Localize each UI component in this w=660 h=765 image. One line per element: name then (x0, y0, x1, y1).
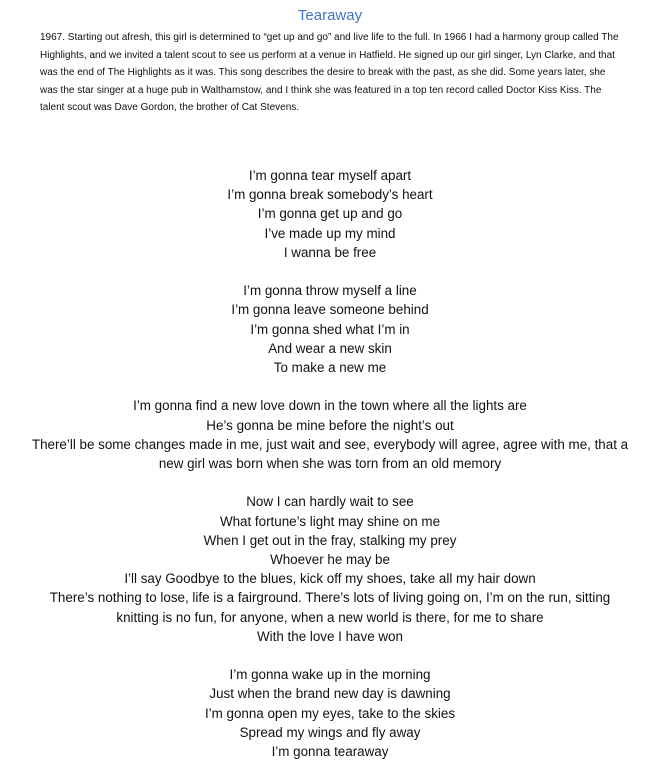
lyrics-body (28, 166, 632, 761)
lyric-line: Now I can hardly wait to see (246, 494, 414, 510)
lyric-line: I’m gonna open my eyes, take to the skies (204, 705, 456, 721)
lyric-line: Whoever he may be (270, 552, 390, 568)
lyric-line: Just when the brand new day is dawning (209, 686, 451, 702)
lyric-line: I’m gonna throw myself a line (243, 283, 417, 299)
page-title: Tearaway (297, 7, 363, 24)
lyric-line: I’m gonna find a new love down in the town where all the lights are (133, 398, 527, 414)
lyric-line: I’m gonna wake up in the morning (229, 667, 431, 683)
stanza-5 (28, 665, 632, 761)
lyric-line: There’s nothing to lose, life is a fairground. There’s lots of living going on, I’m on the run, sitting knitting is no fun, for anyone, when a new world is there, for me to share (49, 590, 611, 625)
stanza-1 (28, 166, 632, 262)
lyric-line: He’s gonna be mine before the night’s out (206, 417, 454, 433)
stanza-2 (28, 281, 632, 377)
lyric-line: To make a new me (273, 360, 387, 376)
lyric-line: What fortune’s light may shine on me (219, 513, 441, 529)
lyric-line: I’m gonna tear myself apart (248, 168, 412, 183)
lyric-line: I’m gonna shed what I’m in (250, 321, 410, 337)
lyric-line: I’ve made up my mind (264, 225, 396, 241)
intro-paragraph: 1967. Starting out afresh, this girl is determined to “get up and go” and live life to the full. In 1966 I had a harmony group called The Highlights, and we invited a talent scout to see us perform at a venue in Hatfield. He signed up our girl singer, Lyn Clarke, and that was the end of The Highlights as it was. This song describes the desire to break with the past, as she did. Some years later, she was the star singer at a huge pub in Walthamstow, and I think she was featured in a top ten record called Doctor Kiss Kiss. The talent scout was Dave Gordon, the brother of Cat Stevens. (40, 32, 619, 113)
lyric-line: And wear a new skin (268, 340, 392, 356)
lyric-line: With the love I have won (257, 628, 403, 644)
lyric-line: There’ll be some changes made in me, just wait and see, everybody will agree, agree with me, that a new girl was born when she was torn from an old memory (31, 436, 629, 472)
lyric-line: I’m gonna get up and go (257, 206, 403, 222)
lyric-line: When I get out in the fray, stalking my prey (203, 532, 457, 548)
stanza-3 (28, 396, 632, 473)
lyric-line: I’m gonna leave someone behind (231, 302, 429, 318)
lyric-line: Spread my wings and fly away (239, 724, 421, 740)
lyric-line: I wanna be free (283, 244, 377, 260)
stanza-4 (28, 492, 632, 646)
lyric-line: I’m gonna break somebody’s heart (227, 187, 433, 203)
lyric-line: I’ll say Goodbye to the blues, kick off my shoes, take all my hair down (124, 571, 536, 587)
lyric-line: I’m gonna tearaway (271, 744, 389, 760)
